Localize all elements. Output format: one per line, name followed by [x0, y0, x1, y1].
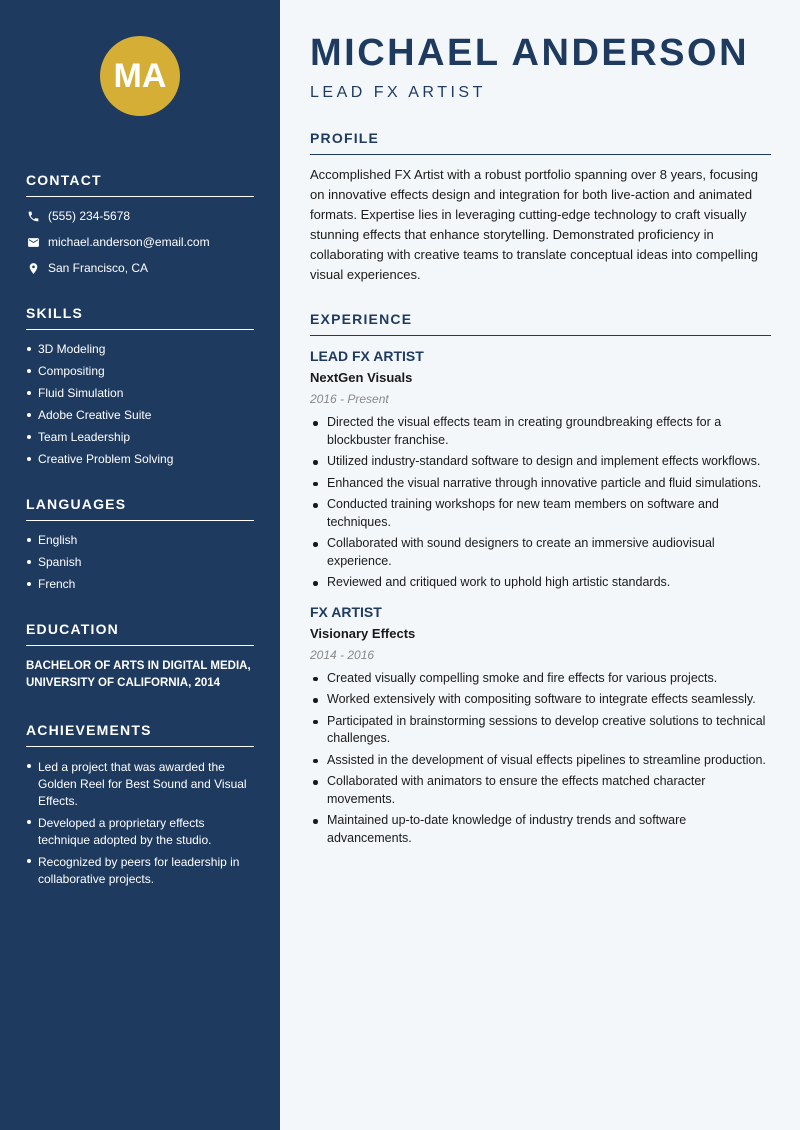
job-bullet: Reviewed and critiqued work to uphold high artistic standards.: [310, 574, 771, 592]
language-item: French: [26, 577, 254, 591]
profile-heading: PROFILE: [310, 130, 771, 155]
job-dates: 2016 - Present: [310, 392, 389, 406]
job-entry: [310, 348, 771, 592]
job-company: Visionary Effects: [310, 625, 416, 641]
languages-list: [26, 533, 254, 591]
contact-email: [26, 235, 254, 249]
language-item: Spanish: [26, 555, 254, 569]
job-entry: [310, 604, 771, 848]
skill-item: Team Leadership: [26, 430, 254, 444]
job-title: FX ARTIST: [310, 603, 382, 620]
skill-item: Compositing: [26, 364, 254, 378]
education-degree: BACHELOR OF ARTS IN DIGITAL MEDIA, UNIVERSITY OF CALIFORNIA, 2014: [26, 660, 251, 689]
contact-heading: CONTACT: [26, 172, 254, 197]
achievements-heading: ACHIEVEMENTS: [26, 722, 254, 747]
location-pin-icon: [26, 261, 40, 275]
job-company: NextGen Visuals: [310, 370, 413, 385]
candidate-name: MICHAEL ANDERSON: [310, 32, 750, 74]
job-bullet: Participated in brainstorming sessions to develop creative solutions to technical challenges.: [310, 713, 771, 748]
phone-icon: [26, 209, 40, 223]
job-bullet: Collaborated with animators to ensure the effects matched character movements.: [310, 773, 771, 808]
achievements-section: [26, 722, 254, 888]
achievement-item: Recognized by peers for leadership in collaborative projects.: [26, 854, 254, 888]
profile-text: Accomplished FX Artist with a robust portfolio spanning over 8 years, focusing on innovative effects design and integration for both live-action and animated formats. Expertise lies in leveraging cutting-edge technology to craft visually stunning effects that enhance storytelling. Demonstrated proficiency in collaborating with creative teams to translate conceptual ideas into compelling visual experiences.: [310, 167, 759, 282]
sidebar: [0, 0, 280, 1130]
skill-item: Adobe Creative Suite: [26, 408, 254, 422]
achievements-list: [26, 759, 254, 888]
achievement-item: Led a project that was awarded the Golden Reel for Best Sound and Visual Effects.: [26, 759, 254, 810]
experience-section: [310, 311, 771, 847]
email-text: michael.anderson@email.com: [48, 235, 210, 249]
job-bullet: Utilized industry-standard software to design and implement effects workflows.: [310, 453, 771, 471]
contact-phone: [26, 209, 254, 223]
skills-heading: SKILLS: [26, 305, 254, 330]
skill-item: Creative Problem Solving: [26, 452, 254, 466]
achievement-item: Developed a proprietary effects technique adopted by the studio.: [26, 815, 254, 849]
skill-item: 3D Modeling: [26, 342, 254, 356]
job-bullet: Directed the visual effects team in creating groundbreaking effects for a blockbuster franchise.: [310, 414, 771, 449]
job-bullets: [310, 414, 771, 592]
skills-list: [26, 342, 254, 466]
avatar-initials: MA: [113, 56, 167, 95]
language-item: English: [26, 533, 254, 547]
contact-location: [26, 261, 254, 275]
phone-text: (555) 234-5678: [48, 209, 131, 223]
job-bullets: [310, 670, 771, 848]
languages-heading: LANGUAGES: [26, 496, 254, 521]
job-title: LEAD FX ARTIST: [310, 348, 424, 364]
job-bullet: Worked extensively with compositing software to integrate effects seamlessly.: [310, 691, 771, 709]
email-icon: [26, 235, 40, 249]
contact-section: [26, 172, 254, 275]
job-bullet: Enhanced the visual narrative through innovative particle and fluid simulations.: [310, 475, 771, 493]
skills-section: [26, 305, 254, 466]
job-bullet: Created visually compelling smoke and fire effects for various projects.: [310, 670, 771, 688]
job-bullet: Collaborated with sound designers to create an immersive audiovisual experience.: [310, 535, 771, 570]
languages-section: [26, 496, 254, 591]
main-content: [280, 0, 800, 1130]
education-heading: EDUCATION: [26, 621, 254, 646]
job-bullet: Assisted in the development of visual effects pipelines to streamline production.: [310, 752, 771, 770]
education-section: [26, 621, 254, 692]
candidate-role: LEAD FX ARTIST: [310, 84, 486, 101]
avatar: [100, 36, 180, 116]
job-bullet: Conducted training workshops for new team members on software and techniques.: [310, 496, 771, 531]
experience-heading: EXPERIENCE: [310, 311, 771, 336]
job-bullet: Maintained up-to-date knowledge of industry trends and software advancements.: [310, 812, 771, 847]
profile-section: [310, 130, 771, 285]
job-dates: 2014 - 2016: [310, 647, 375, 662]
location-text: San Francisco, CA: [48, 261, 149, 275]
skill-item: Fluid Simulation: [26, 386, 254, 400]
